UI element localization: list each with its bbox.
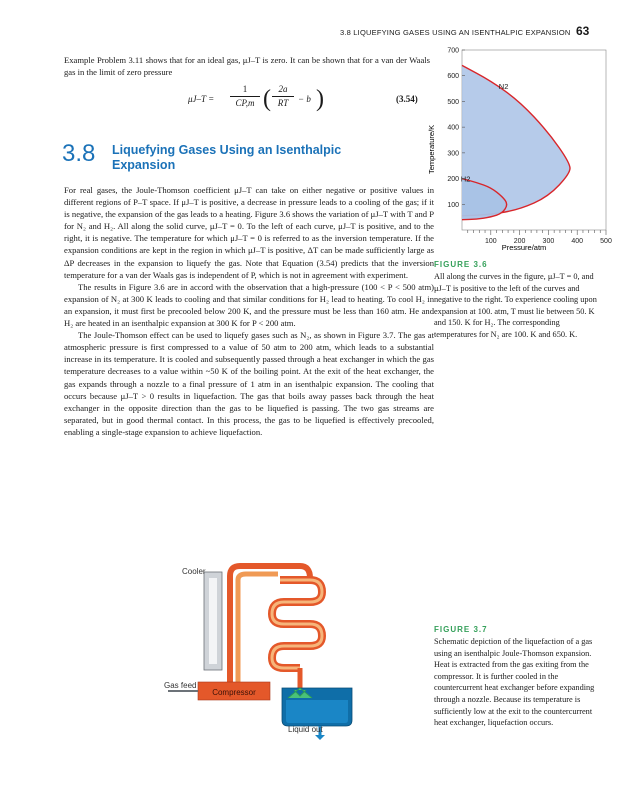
x-axis-label: Pressure/atm [501,243,547,252]
figure-3-7-label: FIGURE 3.7 [434,625,488,634]
y-tick-label: 600 [447,73,459,81]
body-paragraph-3: The Joule-Thomson effect can be used to liquefy gases such as N₂, as shown in Figure 3.7. The gas at atmospheric pressure is first compressed to a value of 50 atm to 200 atm, which leads to a substantial increase in its temperature. It is cooled and subsequently passed through a heat exchanger in which the gas temperature decreases to a value within ~50 K of the boiling point. At the exit of the heat exchanger, the gas expands through a nozzle to a final pressure of 1 atm in an isenthalpic expansion. The cooling that occurs because μJ–T > 0 results in liquefaction. The gas that boils away passes back through the heat exchanger in the opposite direction than the gas to be liquefied is passing. The two gas streams are separated, but in good thermal contact. In this process, the gas to be liquefied is effectively precooled, enabling a single-stage expansion to achieve liquefaction. [64,330,434,437]
y-tick-label: 700 [447,47,459,55]
equation-3-54 [188,84,432,118]
running-head: 3.8 LIQUEFYING GASES USING AN ISENTHALPIC EXPANSION [340,28,571,37]
compressor-label: Compressor [212,688,256,697]
eq-inner-num: 2a [278,84,288,94]
eq-inner-bar [272,96,294,97]
section-number: 3.8 [62,140,96,167]
x-tick-label: 500 [600,238,612,245]
x-tick-label: 300 [542,238,555,245]
eq-frac-den: CP,m [235,98,255,108]
figure-3-6-label: FIGURE 3.6 [434,260,488,269]
figure-3-6-chart [420,44,610,256]
body-paragraph-1: For real gases, the Joule-Thomson coefficient μJ–T can take on either negative or positive values in different regions of P–T space. If μJ–T is positive, a decrease in pressure leads to a cooling of the gas; if it is negative, the expansion of the gas leads to a heating. Figure 3.6 shows the variation of μJ–T with T and P for N₂ and H₂. All along the solid curve, μJ–T = 0. To the left of each curve, μJ–T is positive, and to the right, it is negative. The temperature for which μJ–T = 0 is referred to as the inversion temperature. If the expansion conditions are kept in the region in which μJ–T is positive, ΔT can be made sufficiently large as ΔP decreases in the expansion to liquefy the gas. Note that Equation (3.54) predicts that the inversion temperature for a van der Waals gas is independent of P, which is not in agreement with experiment. [64,185,434,280]
eq-lhs: μJ–T = [188,94,215,104]
section-title-line2: Expansion [112,158,176,172]
liquid [286,700,348,723]
eq-frac-num: 1 [242,84,248,94]
eq-minus-b: − b [298,94,311,104]
cooler-label: Cooler [182,567,206,576]
gas-feed-label: Gas feed [164,681,197,690]
y-tick-label: 500 [447,98,459,106]
x-tick-label: 400 [571,238,584,245]
y-tick-label: 300 [447,150,459,158]
x-tick-label: 200 [513,238,526,245]
intro-paragraph: Example Problem 3.11 shows that for an ideal gas, μJ–T is zero. It can be shown that for a van der Waals gas in the limit of zero pressure [64,55,430,78]
cooler-inner [209,578,217,664]
body-text [64,184,434,438]
figure-3-7-diagram [160,550,360,740]
page-number: 63 [576,24,590,38]
body-paragraph-2: The results in Figure 3.6 are in accord with the observation that a high-pressure (100 < P < 500 atm) expansion of N₂ at 300 K leads to cooling and that similar conditions for H₂ lead to heating. To cool H₂ in an expansion, it must first be precooled below 200 K, and the pressure must be less than 160 atm. He and H₂ are heated in an isenthalpic expansion at 300 K for P < 200 atm. [64,281,434,329]
series-label-n2: N2 [498,81,509,91]
liquid-out-label: Liquid out [288,725,323,734]
section-title [112,143,341,173]
eq-frac-bar [230,96,260,97]
figure-3-6-caption: All along the curves in the figure, μJ–T = 0, and μJ–T is positive to the left of the curves and negative to the right. To experience cooling upon expansion at 100. atm, T must lie between 50. K and 150. K for H₂. The corresponding temperatures for N₂ are 100. K and 650. K. [434,272,597,339]
eq-paren-open: ( [263,86,271,112]
eq-number: (3.54) [396,94,418,104]
section-title-line1: Liquefying Gases Using an Isenthalpic [112,143,342,157]
y-tick-label: 200 [447,176,459,184]
eq-inner-den: RT [277,98,289,108]
eq-paren-close: ) [316,86,324,112]
y-tick-label: 100 [447,201,459,209]
return-pipe [238,574,278,690]
heat-exchanger-inner [272,580,322,668]
x-tick-label: 100 [484,238,497,245]
series-label-h2: H2 [460,174,471,184]
liquid-out-arrow-icon [315,735,325,740]
figure-3-7-caption: Schematic depiction of the liquefaction of a gas using an isenthalpic Joule-Thomson expansion. Heat is extracted from the gas exiting from the compressor. It is further cooled in the countercurrent heat exchanger before expanding through a nozzle. Because its temperature is sufficiently low at the exit to the countercurrent heat exchanger, liquefaction occurs. [434,637,595,728]
y-axis-label: Temperature/K [427,124,436,174]
y-tick-label: 400 [447,124,459,132]
